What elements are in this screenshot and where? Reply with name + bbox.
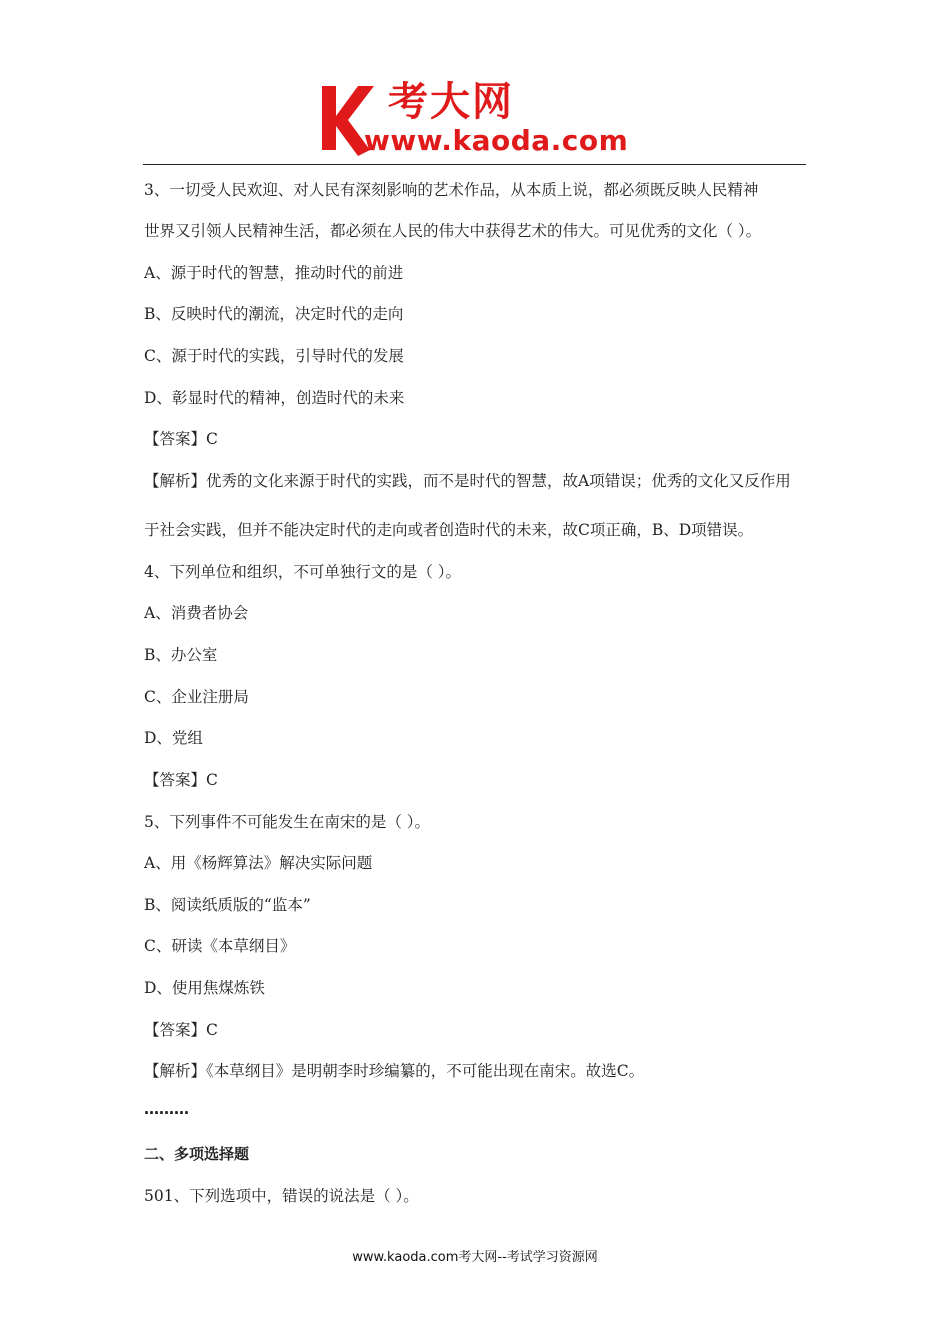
text-line: ………: [144, 1100, 189, 1118]
text-line: D、使用焦煤炼铁: [144, 979, 265, 997]
logo-url-text: www.kaoda.com: [364, 124, 629, 157]
text-line: C、企业注册局: [144, 688, 249, 706]
text-line: 二、多项选择题: [144, 1145, 250, 1163]
text-line: 【答案】C: [144, 771, 218, 789]
header-divider: [143, 164, 806, 165]
page-header: [0, 0, 950, 170]
text-line: D、党组: [144, 729, 203, 747]
text-line: 于社会实践，但并不能决定时代的走向或者创造时代的未来，故C项正确，B、D项错误。: [144, 521, 754, 539]
text-line: A、用《杨辉算法》解决实际问题: [144, 854, 373, 872]
text-line: 【答案】C: [144, 1021, 218, 1039]
logo-chinese-text: 考大网: [388, 79, 514, 125]
page-footer: www.kaoda.com考大网--考试学习资源网: [352, 1250, 598, 1265]
text-line: 4、下列单位和组织，不可单独行文的是（ ）。: [144, 563, 462, 581]
text-line: C、研读《本草纲目》: [144, 937, 296, 955]
text-line: 【解析】优秀的文化来源于时代的实践，而不是时代的智慧，故A项错误；优秀的文化又反作用: [144, 472, 791, 490]
text-line: B、阅读纸质版的“监本”: [144, 896, 311, 914]
text-line: 【答案】C: [144, 430, 218, 448]
text-line: B、办公室: [144, 646, 218, 664]
text-line: A、源于时代的智慧，推动时代的前进: [144, 264, 404, 282]
text-line: 5、下列事件不可能发生在南宋的是（ ）。: [144, 813, 431, 831]
text-line: A、消费者协会: [144, 604, 249, 622]
text-line: D、彰显时代的精神，创造时代的未来: [144, 389, 405, 407]
text-line: 3、一切受人民欢迎、对人民有深刻影响的艺术作品，从本质上说，都必须既反映人民精神: [144, 181, 759, 199]
text-line: C、源于时代的实践，引导时代的发展: [144, 347, 404, 365]
text-line: 世界又引领人民精神生活，都必须在人民的伟大中获得艺术的伟大。可见优秀的文化（ ）。: [144, 222, 762, 240]
text-line: 501、下列选项中，错误的说法是（ ）。: [144, 1187, 419, 1205]
kaoda-logo: [318, 78, 648, 162]
text-line: 【解析】《本草纲目》是明朝李时珍编纂的，不可能出现在南宋。故选C。: [144, 1062, 645, 1080]
text-line: B、反映时代的潮流，决定时代的走向: [144, 305, 404, 323]
